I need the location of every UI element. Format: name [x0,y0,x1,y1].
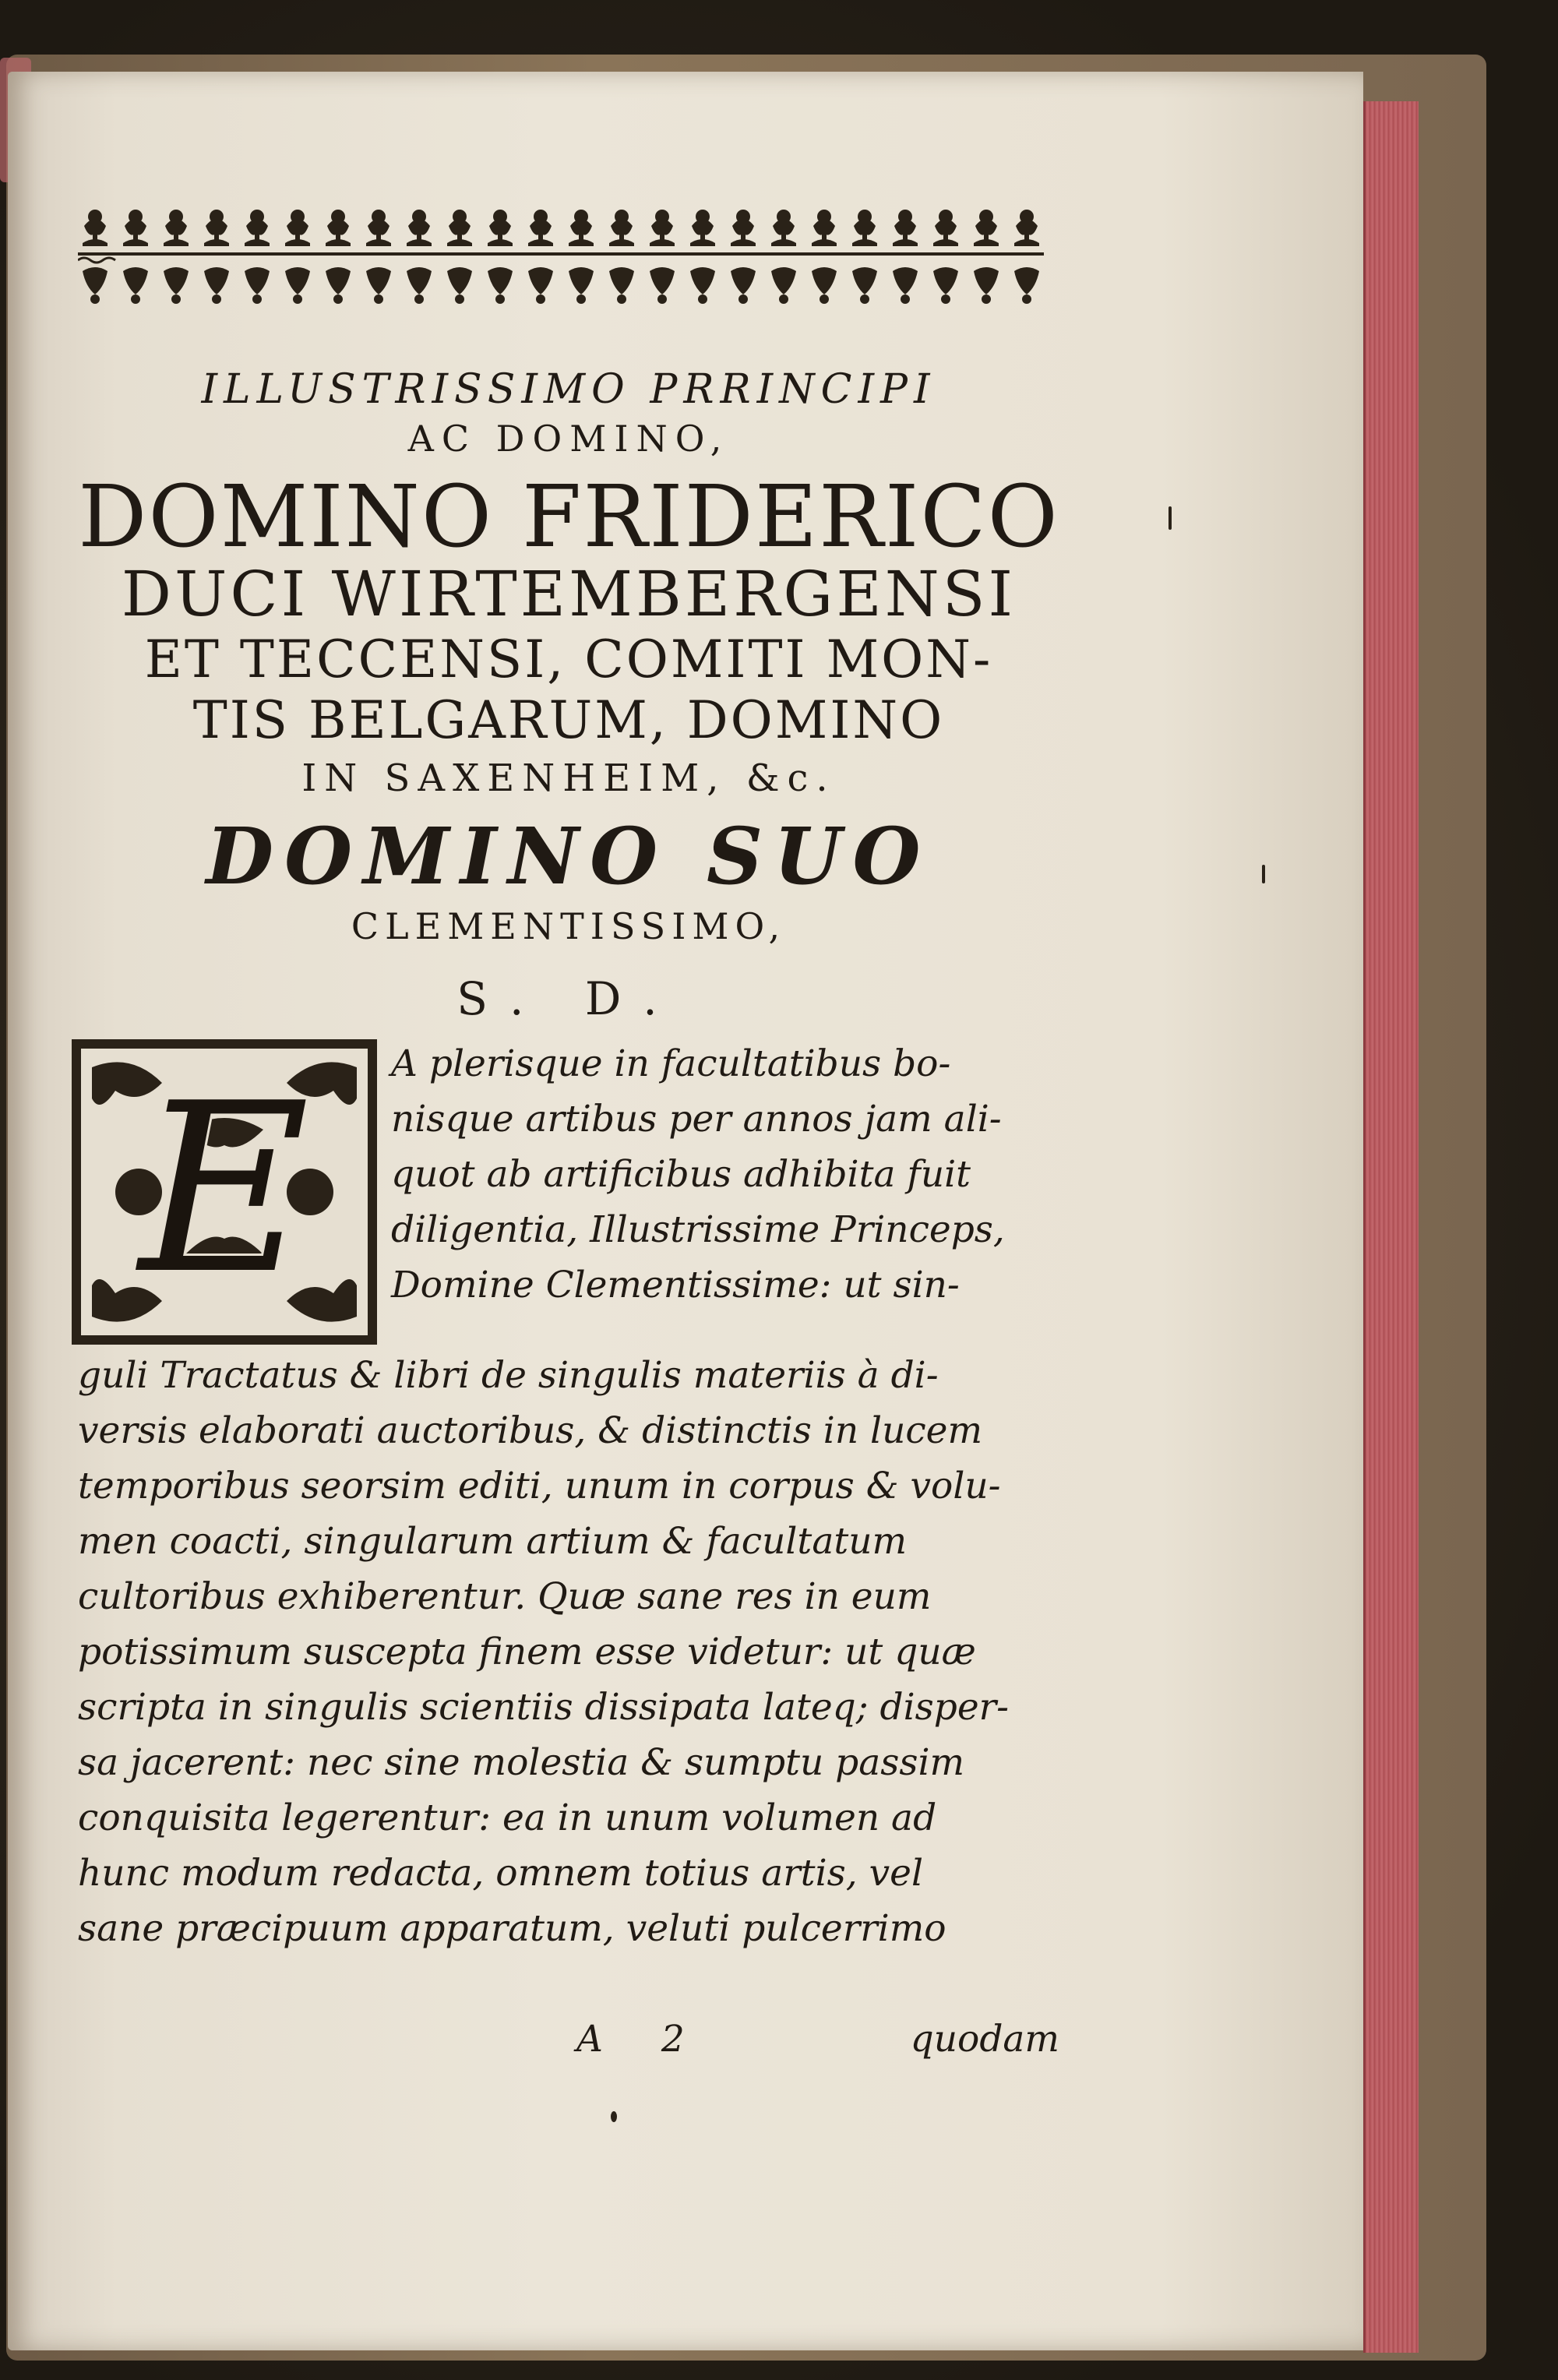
decorated-initial-icon [69,1036,380,1348]
body-line: cultoribus exhiberentur. Quæ sane res in eum [78,1575,932,1618]
initial-letter: E [139,1053,310,1325]
body-text [78,1036,1059,1956]
body-line: temporibus seorsim editi, unum in corpus & volu- [78,1465,1001,1507]
body-line: scripta in singulis scientiis dissipata lateq; disper- [78,1686,1010,1729]
dedication-line-5: ET TECCENSI, COMITI MON- [144,629,993,689]
page-content [78,195,1059,1956]
body-line: quot ab artificibus adhibita fuit [391,1153,971,1196]
dedication-line-8: DOMINO SUO [206,810,932,902]
dedication-line-6: TIS BELGARUM, DOMINO [192,690,945,750]
dedication-line-1: ILLUSTRISSIMO PRRINCIPI [201,366,936,413]
dedication-line-3: DOMINO FRIDERICO [78,467,1059,566]
body-line: diligentia, Illustrissime Princeps, [391,1208,1005,1251]
ornament-header-icon [78,195,1059,312]
body-line: potissimum suscepta finem esse videtur: ut quæ [78,1631,976,1673]
body-line: nisque artibus per annos jam ali- [391,1098,1002,1141]
body-line: sa jacerent: nec sine molestia & sumptu passim [78,1741,965,1784]
body-line: men coacti, singularum artium & facultatum [78,1520,908,1563]
dedication-line-4: DUCI WIRTEMBERGENSI [121,558,1017,630]
body-line: Domine Clementissime: ut sin- [391,1264,960,1306]
body-line: versis elaborati auctoribus, & distinctis in lucem [78,1409,983,1452]
body-line: sane præcipuum apparatum, veluti pulcerrimo [78,1907,946,1950]
paper-speck [1262,865,1265,883]
body-line: A plerisque in facultatibus bo- [391,1042,951,1085]
dedication-line-7: IN SAXENHEIM, &c. [301,756,836,800]
signature-mark: A 2 [576,2018,708,2061]
paper-speck [611,2111,617,2122]
salutation: S. D. [456,972,681,1025]
body-line: conquisita legerentur: ea in unum volumen ad [78,1796,937,1839]
catchword: quodam [910,2018,1059,2061]
paper-speck [1168,506,1172,530]
dedication-line-9: CLEMENTISSIMO, [351,905,787,947]
dedication-line-2: AC DOMINO, [407,418,730,460]
page-fore-edge [1363,101,1419,2353]
body-line: guli Tractatus & libri de singulis materiis à di- [78,1354,939,1397]
body-line: hunc modum redacta, omnem totius artis, vel [78,1852,923,1895]
